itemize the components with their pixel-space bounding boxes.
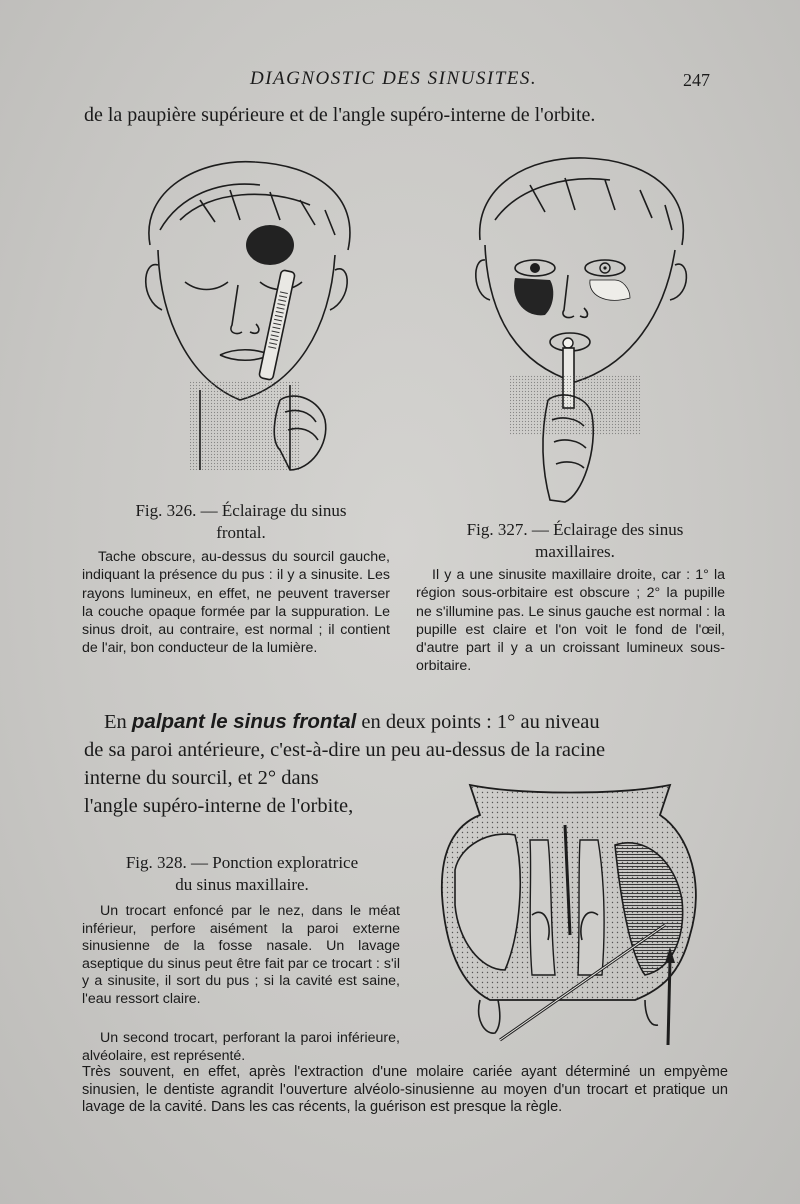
main-line-4: l'angle supéro-interne de l'orbite, (84, 795, 354, 817)
figure-326-caption: Tache obscure, au-dessus du sourcil gauche, indiquant la présence du pus : il y a sinusite. Les rayons lumineux, en effet, ne peuvent traverser la couche opaque formée par la suppuration. Le sinus droit, au contraire, est normal ; il contient de l'air, bon conducteur de la lumière. (82, 549, 390, 657)
figure-327-title (420, 519, 730, 563)
figure-326-title (86, 500, 396, 544)
figure-326-title-line2: frontal. (216, 523, 266, 542)
figure-327-illustration (470, 150, 700, 510)
figure-328-illustration (420, 775, 720, 1045)
figure-327-title-line1: Fig. 327. — Éclairage des sinus (466, 520, 684, 539)
bottom-paragraph: Très souvent, en effet, après l'extraction d'une molaire cariée ayant déterminé un empyème sinusien, le dentiste agrandit l'ouverture alvéolo-sinusienne au moyen d'un trocart et pratique un lavage de la cavité. Dans les cas récents, la guérison est presque la règle. (82, 1064, 728, 1115)
figure-328-title (86, 852, 398, 896)
figure-326-title-line1: Fig. 326. — Éclairage du sinus (135, 501, 347, 520)
figure-328-title-line2: du sinus maxillaire. (175, 875, 309, 894)
page-number: 247 (683, 70, 710, 90)
main-line-1-start: En (104, 711, 127, 733)
main-line-1 (84, 708, 729, 736)
figure-328-caption: Un trocart enfoncé par le nez, dans le méat inférieur, perfore aisément la paroi externe sinusienne de la fosse nasale. Un lavage aseptique du sinus peut être fait par ce trocart : s'il y a sinusite, il sort du pus ; si la cavité est saine, l'eau ressort claire. (82, 903, 400, 1007)
figure-327-title-line2: maxillaires. (535, 542, 615, 561)
emphasis-palpant: palpant le sinus frontal (131, 710, 357, 733)
figure-328-title-line1: Fig. 328. — Ponction exploratrice (125, 853, 359, 872)
main-line-1-end: en deux points : 1° au niveau (361, 711, 600, 733)
running-header: DIAGNOSTIC DES SINUSITES. (250, 68, 538, 89)
main-line-3: interne du sourcil, et 2° dans (84, 767, 319, 789)
continued-text-line: de la paupière supérieure et de l'angle supéro-interne de l'orbite. (84, 104, 596, 126)
main-line-2: de sa paroi antérieure, c'est-à-dire un peu au-dessus de la racine (84, 739, 606, 761)
figure-327-caption: Il y a une sinusite maxillaire droite, car : 1° la région sous-orbitaire est obscure ; 2° la pupille ne s'illumine pas. Le sinus gauche est normal : la pupille est claire et l'on voit le fond de l'œil, d'autre part il y a un croissant lumineux sous-orbitaire. (416, 567, 725, 675)
figure-326-illustration (120, 150, 380, 490)
figure-328-caption-2: Un second trocart, perforant la paroi inférieure, alvéolaire, est représenté. (82, 1030, 400, 1064)
